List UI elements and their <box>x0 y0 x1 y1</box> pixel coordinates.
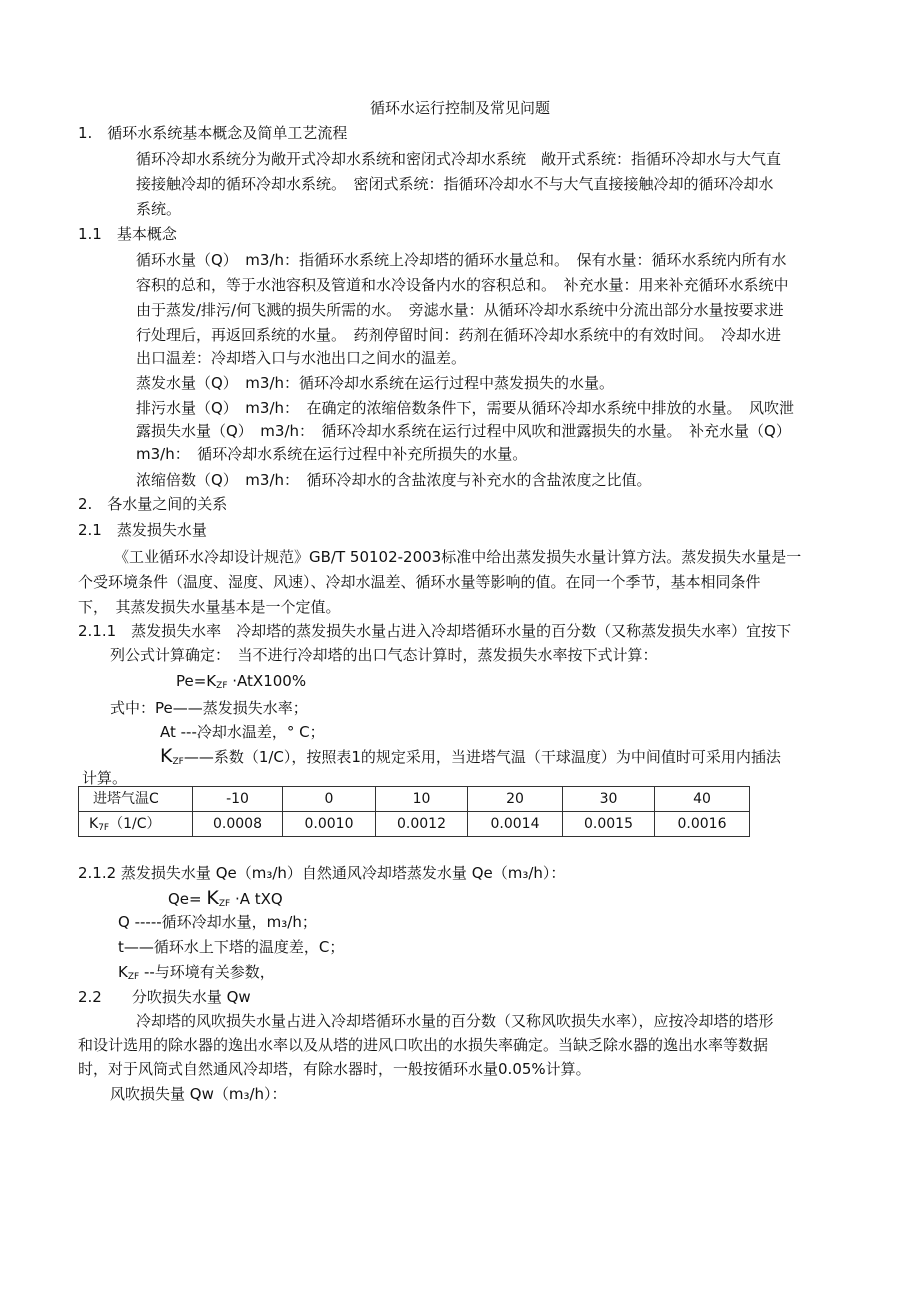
section-2-2-line-2: 和设计选用的除水器的逸出水率以及从塔的进风口吹出的水损失率确定。当缺乏除水器的逸出水率等数据 <box>78 1036 769 1054</box>
table-cell: 20 <box>468 787 563 812</box>
section-2-1-line-3: 下， 其蒸发损失水量基本是一个定值。 <box>78 598 341 616</box>
table-header-k-sub: 7F <box>98 823 110 833</box>
k-coefficient-cont: 计算。 <box>82 769 128 787</box>
document-title: 循环水运行控制及常见问题 <box>369 99 550 117</box>
table-header-temp: 进塔气温C <box>79 787 193 812</box>
section-2-2-line-3: 时，对于风筒式自然通风冷却塔，有除水器时，一般按循环水量0.05%计算。 <box>78 1060 591 1078</box>
section-1-heading: 1. 循环水系统基本概念及简单工艺流程 <box>78 124 348 142</box>
where-line: 式中：Pe——蒸发损失水率； <box>110 699 308 717</box>
kzf-symbol: K <box>118 963 128 981</box>
section-1-1-line-3: 由于蒸发/排污/何飞溅的损失所需的水。 旁滤水量：从循环冷却水系统中分流出部分水量按要求进 <box>136 301 784 319</box>
formula-qe-sub: ZF <box>218 899 231 909</box>
section-1-line-1: 循环冷却水系统分为敞开式冷却水系统和密闭式冷却水系统 敞开式系统：指循环冷却水与大气直 <box>136 150 782 168</box>
section-1-1-line-6: 蒸发水量（Q） m3/h：循环冷却水系统在运行过程中蒸发损失的水量。 <box>136 374 615 392</box>
at-line: At ---冷却水温差，° C； <box>160 723 325 741</box>
section-1-line-3: 系统。 <box>136 200 182 218</box>
k-symbol: K <box>160 745 173 767</box>
section-1-1-line-8: 露损失水量（Q） m3/h： 循环冷却水系统在运行过程中风吹和泄露损失的水量。 补充水量（Q） <box>136 422 791 440</box>
table-cell: 0.0014 <box>468 812 563 837</box>
table-cell: 40 <box>655 787 750 812</box>
table-cell: 0.0016 <box>655 812 750 837</box>
k-coefficient-line <box>160 744 781 769</box>
kzf-text: --与环境有关参数， <box>139 963 275 981</box>
section-1-1-line-1: 循环水量（Q） m3/h：指循环水系统上冷却塔的循环水量总和。 保有水量：循环水系统内所有水 <box>136 251 787 269</box>
q-definition: Q -----循环冷却水量，m₃/h； <box>118 913 317 931</box>
table-cell: 30 <box>563 787 655 812</box>
formula-pe-sub: ZF <box>216 681 228 691</box>
section-1-1-heading: 1.1 基本概念 <box>78 225 177 243</box>
table-cell: 0.0015 <box>563 812 655 837</box>
k-coefficient-text: ——系数（1/C），按照表1的规定采用，当进塔气温（干球温度）为中间值时可采用内插法 <box>183 748 781 766</box>
table-header-k-symbol: K <box>89 816 99 832</box>
formula-qe-right: ·A tXQ <box>230 890 283 908</box>
section-1-1-line-2: 容积的总和，等于水池容积及管道和水冷设备内水的容积总和。 补充水量：用来补充循环水系统中 <box>136 276 789 294</box>
section-2-1-1-line-2: 列公式计算确定： 当不进行冷却塔的出口气态计算时，蒸发损失水率按下式计算： <box>110 646 658 664</box>
formula-qe-k: K <box>206 887 219 909</box>
formula-pe <box>176 669 306 693</box>
table-header-k-unit: （1/C） <box>109 816 161 832</box>
section-2-2-line-1: 冷却塔的风吹损失水量占进入冷却塔循环水量的百分数（又称风吹损失水率），应按冷却塔的塔形 <box>136 1012 774 1030</box>
table-header-k <box>79 812 193 837</box>
section-2-1-line-1: 《工业循环水冷却设计规范》GB/T 50102-2003标准中给出蒸发损失水量计算方法。蒸发损失水量是一 <box>114 548 802 566</box>
section-2-1-line-2: 个受环境条件（温度、湿度、风速）、冷却水温差、循环水量等影响的值。在同一个季节，基本相同条件 <box>78 573 761 591</box>
formula-pe-right: ·AtX100% <box>227 672 307 690</box>
section-1-1-line-4: 行处理后，再返回系统的水量。 药剂停留时间：药剂在循环冷却水系统中的有效时间。 冷却水进 <box>136 326 782 344</box>
section-2-1-1-line-1: 2.1.1 蒸发损失水率 冷却塔的蒸发损失水量占进入冷却塔循环水量的百分数（又称蒸发损失水率）宜按下 <box>78 622 792 640</box>
section-1-1-line-10: 浓缩倍数（Q） m3/h： 循环冷却水的含盐浓度与补充水的含盐浓度之比值。 <box>136 471 652 489</box>
section-2-heading: 2. 各水量之间的关系 <box>78 495 228 513</box>
table-cell: 0.0008 <box>193 812 283 837</box>
k-symbol-sub: ZF <box>172 757 184 767</box>
formula-qe <box>168 886 283 911</box>
kzf-definition <box>118 960 275 984</box>
section-2-2-heading: 2.2 分吹损失水量 Qw <box>78 988 251 1006</box>
table-cell: -10 <box>193 787 283 812</box>
table-cell: 0.0010 <box>283 812 376 837</box>
table-cell: 0.0012 <box>376 812 468 837</box>
formula-qe-left: Qe= <box>168 890 207 908</box>
formula-pe-left: Pe=K <box>176 672 217 690</box>
table-cell: 10 <box>376 787 468 812</box>
section-2-1-heading: 2.1 蒸发损失水量 <box>78 521 207 539</box>
kzf-symbol-sub: ZF <box>127 972 140 982</box>
section-2-1-2-heading: 2.1.2 蒸发损失水量 Qe（m₃/h）自然通风冷却塔蒸发水量 Qe（m₃/h）： <box>78 864 566 882</box>
table-cell: 0 <box>283 787 376 812</box>
t-definition: t——循环水上下塔的温度差，C； <box>118 938 345 956</box>
table-row-temperature <box>79 787 750 812</box>
section-1-line-2: 接接触冷却的循环冷却水系统。 密闭式系统：指循环冷却水不与大气直接接触冷却的循环冷却水 <box>136 175 774 193</box>
table-row-coefficient <box>79 812 750 837</box>
evaporation-coefficient-table <box>78 786 750 837</box>
section-2-2-last: 风吹损失量 Qw（m₃/h）： <box>110 1085 287 1103</box>
section-1-1-line-9: m3/h： 循环冷却水系统在运行过程中补充所损失的水量。 <box>136 445 528 463</box>
section-1-1-line-7: 排污水量（Q） m3/h： 在确定的浓缩倍数条件下，需要从循环冷却水系统中排放的水量。 风吹泄 <box>136 399 795 417</box>
section-1-1-line-5: 出口温差：冷却塔入口与水池出口之间水的温差。 <box>136 349 467 367</box>
